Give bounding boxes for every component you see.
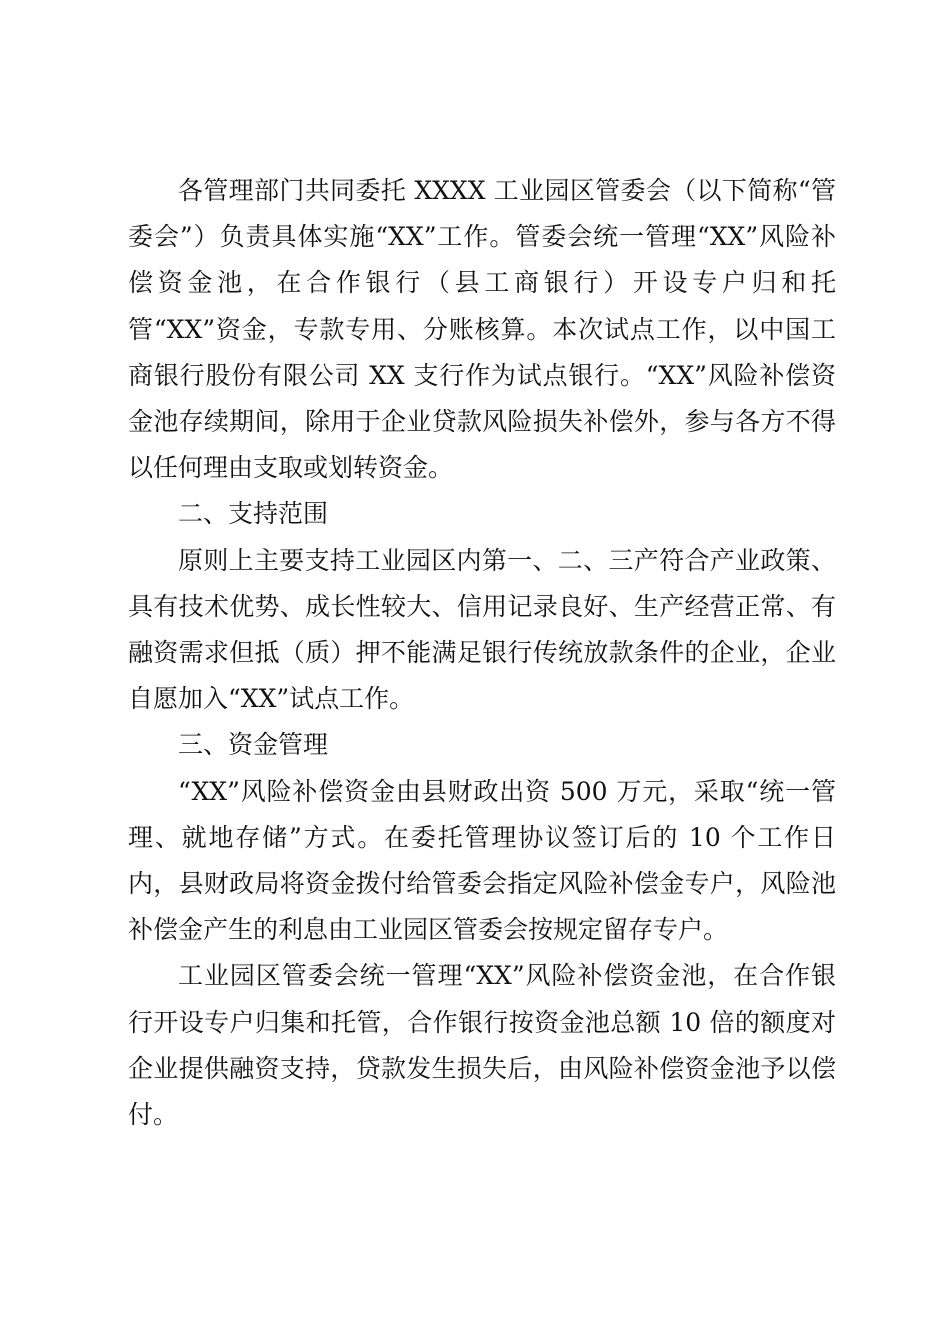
paragraph-fund-source: “XX”风险补偿资金由县财政出资 500 万元，采取“统一管理、就地存储”方式。在委托管理协议签订后的 10 个工作日内，县财政局将资金拨付给管委会指定风险补偿金专户，风险池补偿金产生的利息由工业园区管委会按规定留存专户。 [128, 776, 836, 945]
heading-support-scope: 二、支持范围 [178, 499, 329, 529]
heading-fund-management: 三、资金管理 [178, 730, 329, 760]
document-body [128, 168, 836, 1138]
paragraph-support-scope: 原则上主要支持工业园区内第一、二、三产符合产业政策、具有技术优势、成长性较大、信用记录良好、生产经营正常、有融资需求但抵（质）押不能满足银行传统放款条件的企业，企业自愿加入“XX”试点工作。 [128, 545, 836, 714]
paragraph-entrustment: 各管理部门共同委托 XXXX 工业园区管委会（以下简称“管委会”）负责具体实施“XX”工作。管委会统一管理“XX”风险补偿资金池，在合作银行（县工商银行）开设专户归和托管“XX”资金，专款专用、分账核算。本次试点工作，以中国工商银行股份有限公司 XX 支行作为试点银行。“XX”风险补偿资金池存续期间，除用于企业贷款风险损失补偿外，参与各方不得以任何理由支取或划转资金。 [128, 176, 836, 483]
paragraph-fund-pool: 工业园区管委会统一管理“XX”风险补偿资金池，在合作银行开设专户归集和托管，合作银行按资金池总额 10 倍的额度对企业提供融资支持，贷款发生损失后，由风险补偿资金池予以偿付。 [128, 961, 836, 1130]
